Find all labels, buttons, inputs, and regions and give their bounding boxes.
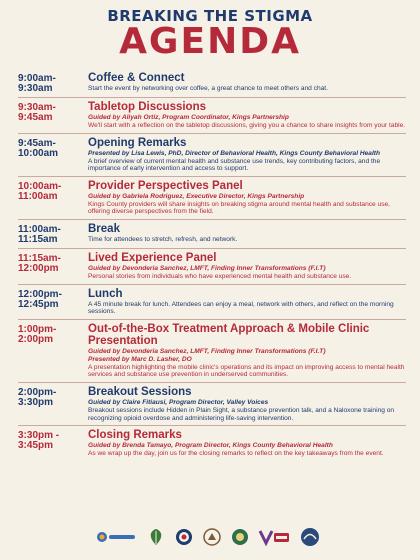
- session-content: [82, 72, 406, 93]
- event-subtitle: BREAKING THE STIGMA: [107, 7, 313, 25]
- divider: [18, 284, 406, 285]
- session-title: Lived Experience Panel: [88, 251, 217, 264]
- divider: [18, 97, 406, 98]
- session-time: 9:45am- 10:00am: [18, 137, 59, 159]
- session-time: 12:00pm- 12:45pm: [18, 288, 62, 310]
- session-title: Opening Remarks: [88, 136, 187, 149]
- session-time: 9:00am- 9:30am: [18, 73, 56, 94]
- session-description: Breakout sessions include Hidden in Plain Sight, a substance prevention talk, and a Naloxone training on recognizing opioid overdose and administering life-saving intervention.: [88, 406, 395, 422]
- agenda-list: [18, 72, 406, 458]
- ksa-logo: [231, 527, 249, 547]
- divider: [18, 133, 406, 134]
- session-time: 11:15am- 12:00pm: [18, 252, 61, 274]
- session-content: [82, 386, 406, 422]
- agenda-item: [18, 288, 406, 316]
- agenda-item: [18, 223, 406, 245]
- session-title: Break: [88, 222, 120, 235]
- session-guide: Guided by Devonderia Sanchez, LMFT, Finding Inner Transformations (F.I.T): [88, 347, 326, 355]
- session-content: [82, 429, 406, 458]
- fit-logo: [203, 527, 221, 547]
- leaf-logo: [146, 527, 166, 547]
- session-title: Tabletop Discussions: [88, 101, 207, 113]
- agenda-item: [18, 252, 406, 281]
- divider: [18, 248, 406, 249]
- divider: [18, 219, 406, 220]
- session-description: A brief overview of current mental health and substance use trends, key contributing factors, and the importance of early intervention and access to support.: [88, 157, 381, 173]
- session-content: [82, 101, 406, 130]
- county-logo: [300, 527, 320, 547]
- session-guide: Guided by Brenda Tamayo, Program Director, Kings County Behavioral Health: [88, 442, 333, 450]
- session-description: A presentation highlighting the mobile clinic's operations and its impact on improving access to mental health services and substance use prevention in underserved communities.: [88, 363, 405, 379]
- session-guide: Guided by Devonderia Sanchez, LMFT, Finding Inner Transformations (F.I.T): [88, 264, 326, 272]
- agenda-item: [18, 180, 406, 216]
- session-title: Provider Perspectives Panel: [88, 179, 243, 192]
- agenda-item: [18, 137, 406, 173]
- agenda-item: [18, 101, 406, 130]
- divider: [18, 425, 406, 426]
- seal-logo: [175, 527, 193, 547]
- session-title: Breakout Sessions: [88, 385, 192, 398]
- page-title: AGENDA: [119, 21, 301, 62]
- session-time: 3:30pm - 3:45pm: [18, 430, 60, 452]
- session-presenter: Presented by Marc D. Lasher, DO: [88, 355, 192, 363]
- session-content: [82, 180, 406, 216]
- session-description: Personal stories from individuals who have experienced mental health and substance use.: [88, 272, 352, 280]
- session-content: [82, 288, 406, 316]
- session-time: 1:00pm- 2:00pm: [18, 323, 57, 345]
- session-description: We'll start with a reflection on the tabletop discussions, giving you a chance to share insights from your table.: [88, 122, 406, 129]
- session-description: Kings County providers will share insights on breaking stigma around mental health and substance use, offering diverse perspectives from the field.: [88, 200, 391, 216]
- session-content: [82, 323, 406, 379]
- valley-voices-logo: [258, 527, 290, 547]
- session-content: [82, 223, 406, 244]
- session-time: 2:00pm- 3:30pm: [18, 386, 57, 408]
- session-description: As we wrap up the day, join us for the closing remarks to reflect on the key takeaways from the event.: [88, 450, 384, 458]
- sponsor-logos: [96, 526, 320, 548]
- agenda-item: [18, 72, 406, 94]
- agenda-item: [18, 386, 406, 422]
- session-title: Out-of-the-Box Treatment Approach & Mobile Clinic Presentation: [88, 322, 370, 347]
- session-title: Coffee & Connect: [88, 72, 185, 84]
- session-description: Start the event by networking over coffee, a great chance to meet others and chat.: [88, 85, 328, 92]
- session-time: 10:00am- 11:00am: [18, 180, 62, 202]
- session-guide: Guided by Aliyah Ortiz, Program Coordinator, Kings Partnership: [88, 114, 289, 121]
- session-content: [82, 137, 406, 173]
- session-guide: Guided by Gabriela Rodriguez, Executive Director, Kings Partnership: [88, 192, 305, 200]
- session-description: A 45 minute break for lunch. Attendees can enjoy a meal, network with others, and reflect on the morning sessions.: [88, 300, 394, 316]
- agenda-item: [18, 323, 406, 379]
- session-title: Lunch: [88, 287, 123, 300]
- session-guide: Presented by Lisa Lewis, PhD, Director of Behavioral Health, Kings County Behavioral Health: [88, 149, 381, 157]
- session-time: 9:30am- 9:45am: [18, 102, 56, 123]
- session-time: 11:00am- 11:15am: [18, 223, 61, 245]
- session-description: Time for attendees to stretch, refresh, and network.: [88, 235, 238, 243]
- header: [0, 0, 420, 60]
- divider: [18, 319, 406, 320]
- session-content: [82, 252, 406, 281]
- agenda-item: [18, 429, 406, 458]
- kings-partnership-logo: [96, 527, 136, 547]
- session-guide: Guided by Claire Fitiausi, Program Director, Valley Voices: [88, 398, 269, 406]
- divider: [18, 382, 406, 383]
- divider: [18, 176, 406, 177]
- session-title: Closing Remarks: [88, 429, 182, 442]
